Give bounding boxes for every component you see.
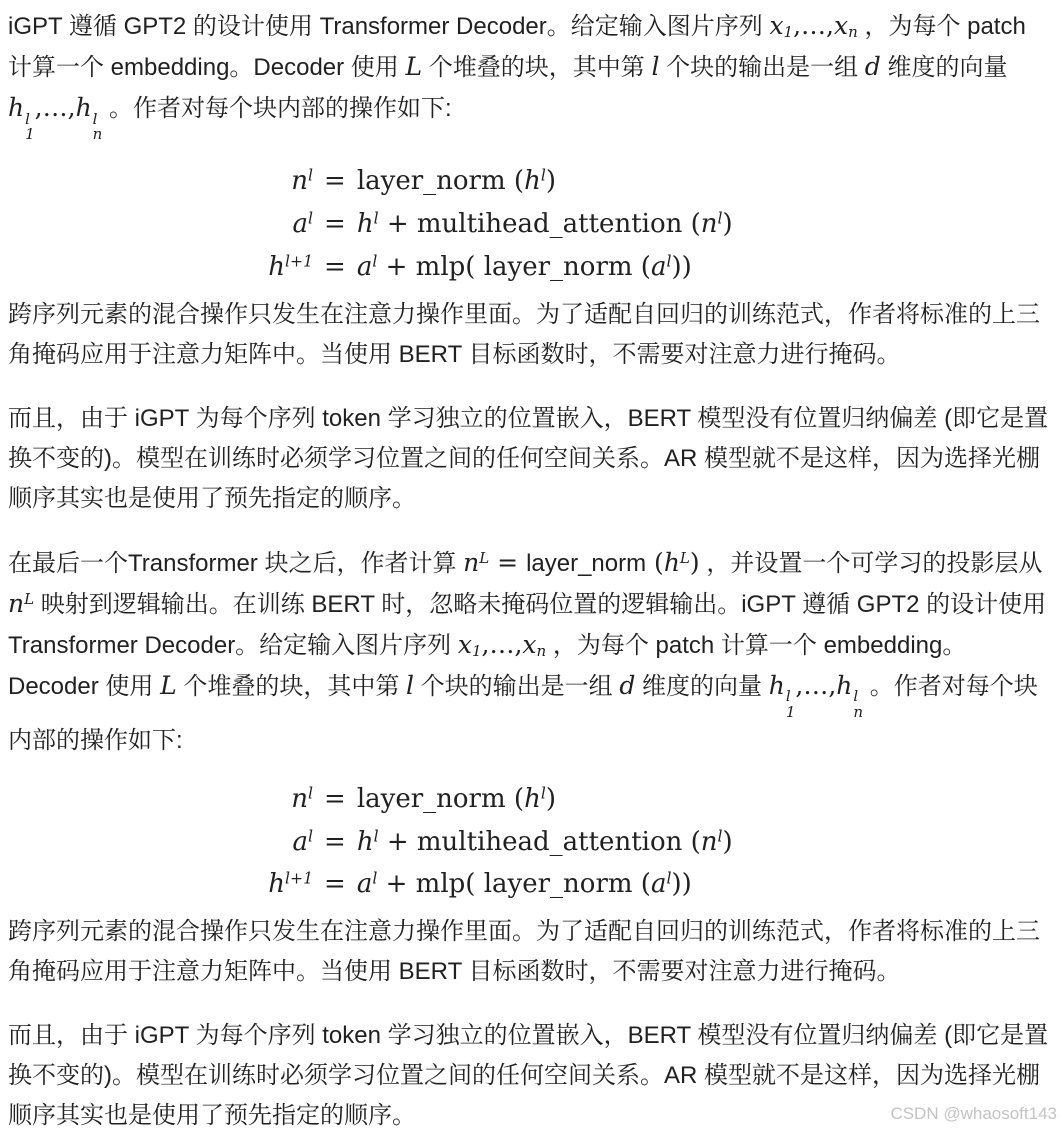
math-function: mlp bbox=[415, 251, 466, 282]
math-plain: + bbox=[378, 208, 417, 239]
math-variable: h bbox=[268, 251, 286, 282]
inline-math bbox=[463, 548, 700, 577]
math-subscript: 1 bbox=[785, 702, 796, 721]
math-variable: x bbox=[522, 629, 537, 659]
math-subscript: n bbox=[853, 702, 864, 721]
math-plain: ( bbox=[465, 251, 484, 282]
equals-sign: = bbox=[324, 251, 346, 282]
math-plain: ( bbox=[682, 826, 701, 857]
math-function: layer_norm bbox=[356, 783, 506, 814]
math-plain: ( bbox=[505, 166, 525, 196]
math-subscript: 1 bbox=[25, 125, 35, 144]
math-variable: n bbox=[291, 783, 309, 814]
math-variable: n bbox=[291, 166, 309, 196]
math-subsup bbox=[786, 689, 796, 721]
math-superscript: L bbox=[479, 548, 490, 567]
equals-sign: = bbox=[324, 783, 346, 814]
math-subscript: 1 bbox=[783, 23, 794, 41]
math-superscript: l bbox=[308, 209, 314, 228]
math-variable: h bbox=[524, 166, 541, 196]
math-variable: L bbox=[160, 670, 177, 700]
math-superscript: l bbox=[308, 166, 314, 185]
math-variable: a bbox=[650, 869, 667, 900]
math-plain: ( bbox=[632, 251, 651, 282]
math-variable: a bbox=[356, 869, 373, 900]
math-variable: l bbox=[651, 52, 660, 81]
inline-math bbox=[619, 671, 635, 700]
para-attention-masking-1: 跨序列元素的混合操作只发生在注意力操作里面。为了适配自回归的训练范式，作者将标准的上三角掩码应用于注意力矩阵中。当使用 BERT 目标函数时，不需要对注意力进行掩码。 bbox=[8, 300, 1040, 368]
math-superscript: L bbox=[24, 589, 35, 608]
math-variable: h bbox=[268, 869, 286, 900]
math-plain: ,…, bbox=[481, 629, 523, 659]
math-plain: ,…, bbox=[795, 670, 837, 700]
math-plain: ( bbox=[465, 869, 484, 900]
math-function: layer_norm bbox=[526, 549, 647, 577]
equals-sign: = bbox=[324, 208, 346, 239]
inline-math bbox=[406, 671, 414, 700]
math-plain: ) bbox=[722, 826, 733, 857]
math-function: layer_norm bbox=[356, 166, 506, 196]
math-plain: ( bbox=[632, 869, 651, 900]
math-function: mlp bbox=[415, 869, 466, 900]
math-superscript: l bbox=[540, 784, 546, 803]
math-variable: h bbox=[356, 208, 374, 239]
formula-lhs bbox=[293, 210, 314, 240]
math-variable: a bbox=[292, 208, 309, 239]
math-plain: + bbox=[378, 826, 417, 857]
formula-lhs bbox=[293, 828, 314, 858]
inline-math bbox=[458, 630, 546, 659]
para-position-embedding-2: 而且，由于 iGPT 为每个序列 token 学习独立的位置嵌入，BERT 模型没有位置归纳偏差 (即它是置换不变的)。模型在训练时必须学习位置之间的任何空间关系。AR 模型就不是这样，因为选择光棚顺序其实也是使用了预先指定的顺序。 bbox=[8, 1022, 1049, 1130]
math-variable: h bbox=[356, 826, 374, 857]
math-superscript: l+1 bbox=[285, 252, 314, 271]
math-superscript: l bbox=[92, 109, 98, 128]
math-superscript: l bbox=[373, 209, 379, 228]
inline-math bbox=[405, 52, 422, 81]
article-content bbox=[8, 6, 1053, 1136]
math-variable: n bbox=[700, 826, 718, 857]
math-variable: x bbox=[457, 629, 472, 659]
math-superscript: l bbox=[853, 687, 859, 706]
equals-sign: = bbox=[324, 869, 346, 900]
para-position-embedding-1: 而且，由于 iGPT 为每个序列 token 学习独立的位置嵌入，BERT 模型没有位置归纳偏差 (即它是置换不变的)。模型在训练时必须学习位置之间的任何空间关系。AR 模型就不是这样，因为选择光棚顺序其实也是使用了预先指定的顺序。 bbox=[8, 404, 1049, 512]
math-subscript: n bbox=[92, 125, 103, 144]
math-plain: )) bbox=[671, 251, 692, 282]
math-superscript: l bbox=[666, 869, 672, 888]
math-subscript: n bbox=[848, 23, 858, 41]
math-variable: h bbox=[8, 93, 25, 122]
para-final-transformer-block: 在最后一个Transformer 块之后，作者计算 $n^L$ = layer_norm $(h^L)$ ，并设置一个可学习的投影层从 $n^L$ 映射到逻辑输出。在训练 BERT 时，忽略未掩码位置的逻辑输出。iGPT 遵循 GPT2 的设计使用 Transformer Decoder。给定输入图片序列 x1,…,xn ，为每个 patch 计算一个 embedding。Decoder 使用 L 个堆叠的块，其中第 l 个块的输出是一组 d 维度的向量 h l 1 ,…,h l n 。作者对每个块内部的操作如下: bbox=[8, 547, 1047, 754]
math-superscript: l bbox=[372, 869, 378, 888]
formula-lhs bbox=[268, 870, 313, 900]
inline-math bbox=[768, 670, 864, 721]
math-plain: + bbox=[377, 869, 416, 900]
inline-math bbox=[865, 52, 881, 81]
math-subsup bbox=[25, 109, 35, 144]
para-igpt-intro: iGPT 遵循 GPT2 的设计使用 Transformer Decoder。给定输入图片序列 x1,…,xn ，为每个 patch 计算一个 embedding。Decoder 使用 L 个堆叠的块，其中第 l 个块的输出是一组 d 维度的向量 h l 1 ,…,h l n 。作者对每个块内部的操作如下: bbox=[8, 11, 1026, 144]
math-variable: n bbox=[8, 588, 25, 618]
math-superscript: l bbox=[25, 109, 30, 128]
formula-block-2 bbox=[8, 785, 993, 901]
math-subscript: n bbox=[536, 641, 547, 660]
para-attention-masking-2: 跨序列元素的混合操作只发生在注意力操作里面。为了适配自回归的训练范式，作者将标准的上三角掩码应用于注意力矩阵中。当使用 BERT 目标函数时，不需要对注意力进行掩码。 bbox=[8, 918, 1040, 986]
math-plain: ) bbox=[545, 166, 556, 196]
math-variable: h bbox=[836, 670, 853, 700]
math-subsup bbox=[92, 109, 103, 144]
math-function: multihead_attention bbox=[416, 208, 683, 239]
math-variable: l bbox=[406, 670, 415, 700]
math-superscript: l bbox=[785, 687, 791, 706]
equals-sign: = bbox=[324, 826, 346, 857]
math-plain: ) bbox=[722, 208, 733, 239]
formula-block-1 bbox=[8, 167, 993, 283]
math-plain: = bbox=[489, 547, 527, 577]
math-variable: n bbox=[463, 547, 480, 577]
formula-rhs bbox=[357, 785, 556, 815]
math-subsup bbox=[853, 689, 863, 721]
math-function: layer_norm bbox=[483, 251, 633, 282]
math-superscript: l bbox=[540, 166, 546, 185]
formula-lhs bbox=[291, 167, 313, 197]
math-function: multihead_attention bbox=[416, 826, 683, 857]
math-variable: a bbox=[356, 251, 373, 282]
math-plain: ( bbox=[505, 783, 525, 814]
formula-rhs bbox=[357, 828, 733, 858]
math-plain: ) bbox=[545, 783, 556, 814]
formula-rhs bbox=[357, 870, 692, 900]
math-variable: a bbox=[650, 251, 667, 282]
math-superscript: l bbox=[666, 252, 672, 271]
math-plain: ( bbox=[646, 547, 664, 577]
math-superscript: l bbox=[308, 826, 314, 845]
math-variable: L bbox=[405, 52, 423, 81]
math-superscript: l bbox=[372, 252, 378, 271]
math-superscript: l bbox=[717, 209, 723, 228]
math-plain: )) bbox=[671, 869, 692, 900]
math-variable: h bbox=[524, 783, 541, 814]
math-plain: + bbox=[377, 251, 416, 282]
equals-sign: = bbox=[324, 166, 346, 196]
math-superscript: l bbox=[308, 784, 314, 803]
math-variable: h bbox=[75, 93, 92, 122]
math-variable: n bbox=[700, 208, 718, 239]
math-variable: h bbox=[768, 670, 785, 700]
math-variable: h bbox=[663, 547, 680, 577]
inline-math bbox=[769, 11, 857, 40]
formula-lhs bbox=[291, 785, 313, 815]
math-superscript: l+1 bbox=[285, 869, 314, 888]
math-variable: x bbox=[769, 11, 784, 40]
formula-lhs bbox=[268, 253, 313, 283]
inline-math bbox=[160, 671, 177, 700]
inline-math bbox=[8, 589, 34, 618]
math-superscript: L bbox=[679, 548, 690, 567]
math-function: layer_norm bbox=[483, 869, 633, 900]
formula-rhs bbox=[357, 253, 692, 283]
math-variable: a bbox=[292, 826, 309, 857]
formula-rhs bbox=[357, 210, 733, 240]
math-plain: ,…, bbox=[793, 11, 834, 40]
math-plain: ,…, bbox=[34, 93, 76, 122]
math-variable: d bbox=[864, 52, 881, 81]
inline-math bbox=[651, 52, 659, 81]
math-variable: x bbox=[834, 11, 849, 40]
math-plain: ) bbox=[689, 547, 700, 577]
csdn-watermark: CSDN @whaosoft143 bbox=[890, 1104, 1057, 1123]
formula-rhs bbox=[357, 167, 556, 197]
math-subscript: 1 bbox=[471, 641, 482, 660]
math-superscript: l bbox=[717, 826, 723, 845]
math-plain: ( bbox=[682, 208, 701, 239]
math-variable: d bbox=[619, 670, 636, 700]
math-superscript: l bbox=[373, 826, 379, 845]
inline-math bbox=[8, 93, 103, 144]
